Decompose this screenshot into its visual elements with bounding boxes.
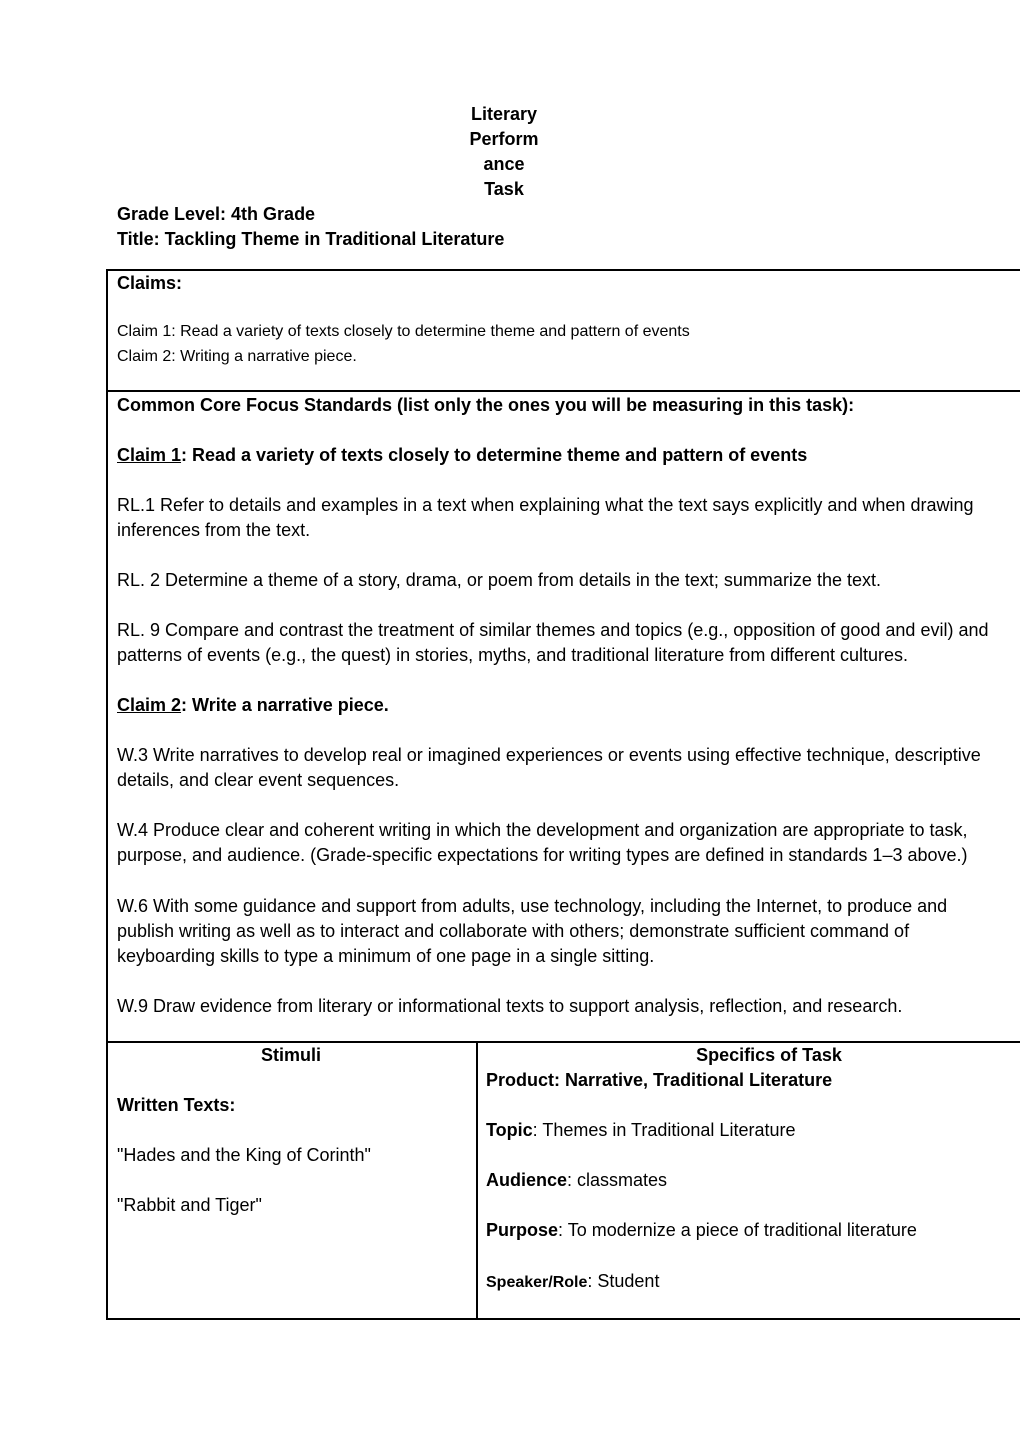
claim-2-label: Claim 2 bbox=[117, 695, 182, 715]
doc-title-line-4: Task bbox=[484, 179, 524, 199]
audience-label: Audience bbox=[486, 1170, 568, 1190]
topic-value: : Themes in Traditional Literature bbox=[532, 1120, 796, 1140]
standards-claim-2 bbox=[117, 693, 389, 718]
claim-2-item: Claim 2: Writing a narrative piece. bbox=[117, 348, 357, 365]
standard-rl9-line-2: patterns of events (e.g., the quest) in stories, myths, and traditional literature from different cultures. bbox=[117, 645, 909, 665]
standards-heading: Common Core Focus Standards (list only the ones you will be measuring in this task): bbox=[117, 395, 855, 415]
standard-rl1-line-2: inferences from the text. bbox=[117, 520, 311, 540]
specifics-heading: Specifics of Task bbox=[696, 1045, 842, 1065]
standard-rl9-line-1: RL. 9 Compare and contrast the treatment of similar themes and topics (e.g., opposition of good and evil) and bbox=[117, 620, 989, 640]
speaker-line bbox=[486, 1269, 659, 1295]
claim-1-label: Claim 1 bbox=[117, 445, 182, 465]
standard-w4-line-1: W.4 Produce clear and coherent writing in which the development and organization are appropriate to task, bbox=[117, 820, 968, 840]
speaker-label: Speaker/Role bbox=[486, 1274, 588, 1291]
column-divider bbox=[476, 1041, 478, 1320]
purpose-value: : To modernize a piece of traditional literature bbox=[558, 1220, 917, 1240]
audience-value: : classmates bbox=[567, 1170, 668, 1190]
row-divider-1 bbox=[106, 390, 1020, 392]
standard-w9: W.9 Draw evidence from literary or informational texts to support analysis, reflection, and research. bbox=[117, 996, 903, 1016]
doc-title-line-1: Literary bbox=[470, 104, 538, 124]
claim-2-text: : Write a narrative piece. bbox=[181, 695, 389, 715]
standard-w6-line-3: keyboarding skills to type a minimum of one page in a single sitting. bbox=[117, 946, 655, 966]
standard-w4-line-2: purpose, and audience. (Grade-specific expectations for writing types are defined in standards 1–3 above.) bbox=[117, 845, 968, 865]
standard-w6-line-1: W.6 With some guidance and support from adults, use technology, including the Internet, to produce and bbox=[117, 896, 948, 916]
stimulus-text-2: "Rabbit and Tiger" bbox=[117, 1195, 262, 1215]
written-texts-heading: Written Texts: bbox=[117, 1095, 236, 1115]
topic-label: Topic bbox=[486, 1120, 533, 1140]
purpose-line bbox=[486, 1218, 917, 1243]
standards-claim-1 bbox=[117, 443, 807, 468]
claim-1-item: Claim 1: Read a variety of texts closely to determine theme and pattern of events bbox=[117, 323, 690, 340]
claims-heading: Claims: bbox=[117, 273, 183, 293]
doc-title-line-3: ance bbox=[483, 154, 525, 174]
grade-level: Grade Level: 4th Grade bbox=[117, 204, 316, 224]
standard-w6-line-2: publish writing as well as to interact and collaborate with others; demonstrate sufficient command of bbox=[117, 921, 910, 941]
standard-w3-line-2: details, and clear event sequences. bbox=[117, 770, 400, 790]
claim-1-text: : Read a variety of texts closely to determine theme and pattern of events bbox=[181, 445, 808, 465]
topic-line bbox=[486, 1118, 795, 1143]
stimulus-text-1: "Hades and the King of Corinth" bbox=[117, 1145, 371, 1165]
audience-line bbox=[486, 1168, 667, 1193]
standard-rl2: RL. 2 Determine a theme of a story, drama, or poem from details in the text; summarize the text. bbox=[117, 570, 881, 590]
doc-title-line-2: Perform bbox=[469, 129, 539, 149]
purpose-label: Purpose bbox=[486, 1220, 559, 1240]
task-title: Title: Tackling Theme in Traditional Literature bbox=[117, 229, 505, 249]
standard-w3-line-1: W.3 Write narratives to develop real or imagined experiences or events using effective technique, descriptive bbox=[117, 745, 981, 765]
stimuli-heading: Stimuli bbox=[260, 1045, 321, 1065]
speaker-value: : Student bbox=[587, 1271, 660, 1291]
product-line: Product: Narrative, Traditional Literature bbox=[486, 1070, 833, 1090]
standard-rl1-line-1: RL.1 Refer to details and examples in a text when explaining what the text says explicitly and when drawing bbox=[117, 495, 974, 515]
